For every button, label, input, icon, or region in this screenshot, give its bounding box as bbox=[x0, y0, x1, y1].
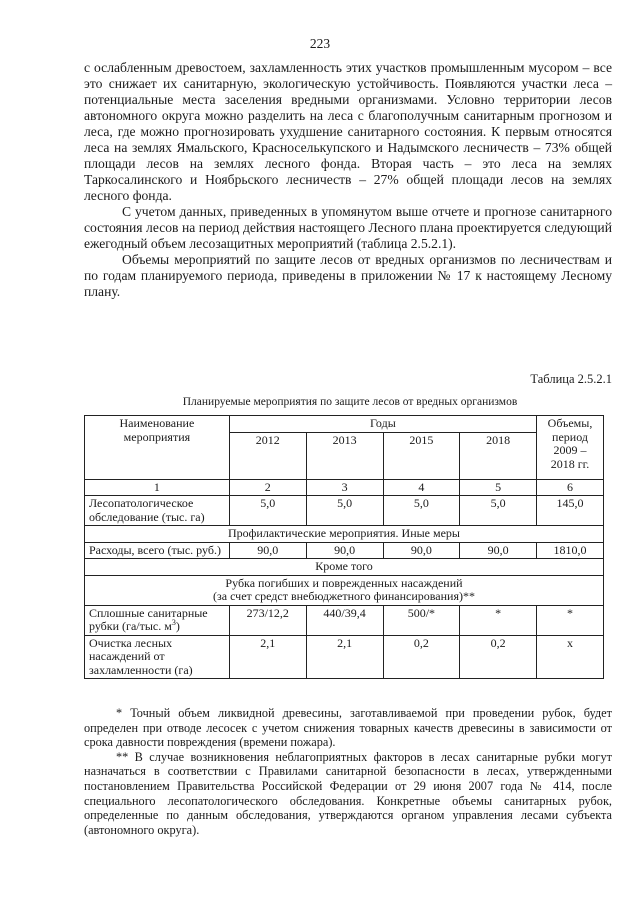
paragraph: Объемы мероприятий по защите лесов от вредных организмов по лесничествам и по годам планируемого периода, приведены в приложении № 17 к настоящему Лесному плану. bbox=[84, 252, 612, 299]
table-cell: 2,1 bbox=[229, 635, 306, 679]
column-number: 5 bbox=[460, 479, 537, 496]
table-cell: 0,2 bbox=[460, 635, 537, 679]
table-cell: 90,0 bbox=[460, 542, 537, 559]
footnote: ** В случае возникновения неблагоприятных факторов в лесах санитарные рубки могут назначаться в соответствии с Правилами санитарной безопасности в лесах, утвержденными постановлением Правительства Российской Федерации от 29 июня 2007 года № 414, после специального лесопатологического обследования. Конкретные объемы санитарных рубок, определенные по данным обследования, утверждаются органом управления лесами субъекта (автономного округа). bbox=[84, 749, 612, 837]
section-felling bbox=[85, 575, 604, 605]
column-number: 2 bbox=[229, 479, 306, 496]
paragraph: с ослабленным древостоем, захламленность этих участков промышленным мусором – все это снижает их санитарную, экологическую устойчивость. Появляются участки леса – потенциальные места заселения вредными организмами. Условно территории лесов автономного округа можно разделить на леса с благополучным санитарным прогнозом и леса, где можно прогнозировать ухудшение санитарного состояния. К первым относятся леса на землях Ямальского, Красноселькупского и Надымского лесничеств – 73% общей площади лесов на землях лесного фонда. Вторая часть – это леса на землях Таркосалинского и Ноябрьского лесничеств – 27% общей площади лесов на землях лесного фонда. bbox=[84, 60, 612, 203]
row-name-superscript: 3 bbox=[171, 618, 176, 627]
table-cell: 90,0 bbox=[383, 542, 460, 559]
section-felling-line: Рубка погибших и поврежденных насаждений bbox=[225, 575, 463, 590]
table-cell: х bbox=[537, 635, 604, 679]
row-name-text: ) bbox=[175, 619, 180, 633]
header-volume: Объемы, период 2009 – 2018 гг. bbox=[537, 416, 604, 480]
year-cell: 2013 bbox=[306, 432, 383, 479]
footnotes bbox=[84, 706, 612, 837]
table-cell: 500/* bbox=[383, 605, 460, 635]
table-cell: 145,0 bbox=[537, 496, 604, 526]
table-header-row bbox=[85, 416, 604, 433]
table-title: Планируемые мероприятия по защите лесов от вредных организмов bbox=[182, 396, 518, 408]
column-number: 1 bbox=[85, 479, 230, 496]
table-cell: 2,1 bbox=[306, 635, 383, 679]
section-felling-line: (за счет средст внебюджетного финансирования)** bbox=[213, 589, 475, 603]
column-number: 3 bbox=[306, 479, 383, 496]
table-cell: 5,0 bbox=[383, 496, 460, 526]
table-column-numbers-row bbox=[85, 479, 604, 496]
table-cell: 0,2 bbox=[383, 635, 460, 679]
year-cell: 2015 bbox=[383, 432, 460, 479]
table-cell: 90,0 bbox=[306, 542, 383, 559]
table-cell: 440/39,4 bbox=[306, 605, 383, 635]
section-prevent: Профилактические мероприятия. Иные меры bbox=[85, 526, 604, 543]
table-row bbox=[85, 542, 604, 559]
paragraph: С учетом данных, приведенных в упомянутом выше отчете и прогнозе санитарного состояния лесов на период действия настоящего Лесного плана проектируется следующий ежегодный объем лесозащитных мероприятий (таблица 2.5.2.1). bbox=[84, 204, 612, 251]
header-name: Наименование мероприятия bbox=[85, 416, 230, 480]
row-name: Расходы, всего (тыс. руб.) bbox=[85, 542, 230, 559]
section-besides: Кроме того bbox=[85, 559, 604, 576]
measures-table bbox=[84, 415, 604, 679]
column-number: 6 bbox=[537, 479, 604, 496]
table-cell: 273/12,2 bbox=[229, 605, 306, 635]
table-cell: 5,0 bbox=[306, 496, 383, 526]
table-cell: * bbox=[460, 605, 537, 635]
table-cell: 90,0 bbox=[229, 542, 306, 559]
row-name: Лесопатологическое обследование (тыс. га) bbox=[85, 496, 230, 526]
table-cell: 1810,0 bbox=[537, 542, 604, 559]
body-text bbox=[84, 60, 612, 300]
year-cell: 2018 bbox=[460, 432, 537, 479]
row-name bbox=[85, 605, 230, 635]
table-section-row bbox=[85, 575, 604, 605]
table-row bbox=[85, 605, 604, 635]
footnote: * Точный объем ликвидной древесины, заготавливаемой при проведении рубок, будет определен при отводе лесосек с учетом снижения товарных качеств древесины в зависимости от срока давности повреждения (времени пожара). bbox=[84, 706, 612, 750]
table-row bbox=[85, 635, 604, 679]
row-name-text: Сплошные санитарные рубки (га/тыс. м bbox=[89, 605, 208, 633]
year-cell: 2012 bbox=[229, 432, 306, 479]
header-years: Годы bbox=[229, 416, 536, 433]
table-row bbox=[85, 496, 604, 526]
table-section-row bbox=[85, 526, 604, 543]
column-number: 4 bbox=[383, 479, 460, 496]
table-cell: * bbox=[537, 605, 604, 635]
page-number: 223 bbox=[309, 36, 331, 51]
table-section-row bbox=[85, 559, 604, 576]
table-cell: 5,0 bbox=[229, 496, 306, 526]
table-number: Таблица 2.5.2.1 bbox=[530, 372, 612, 386]
row-name: Очистка лесных насаждений от захламленности (га) bbox=[85, 635, 230, 679]
table-cell: 5,0 bbox=[460, 496, 537, 526]
